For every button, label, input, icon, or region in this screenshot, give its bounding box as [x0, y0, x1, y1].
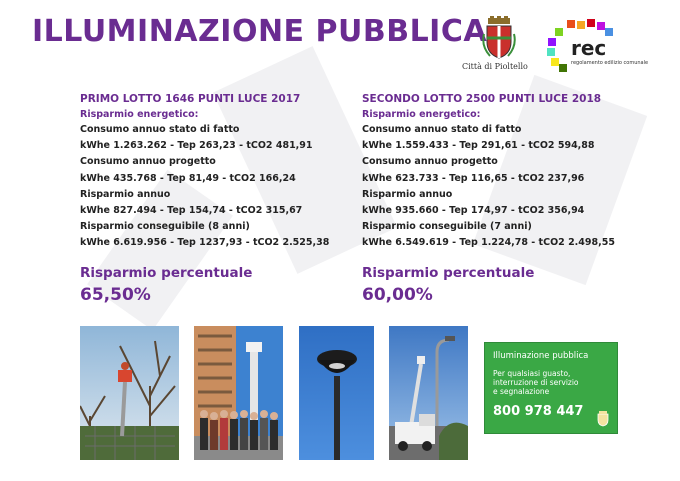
lot-one-column — [80, 92, 350, 252]
contact-box-text-line: interruzione di servizio — [493, 378, 579, 387]
lot-two-column — [362, 92, 632, 252]
savings-heading: Risparmio energetico: — [80, 109, 199, 120]
lot-line: kWhe 6.549.619 - Tep 1.224,78 - tCO2 2.498,55 — [362, 237, 615, 249]
contact-box-text-line: Per qualsiasi guasto, — [493, 369, 571, 378]
lot-line: Risparmio conseguibile (8 anni) — [80, 221, 250, 233]
city-crest-small-icon — [597, 411, 609, 427]
lot-line: Risparmio annuo — [80, 188, 171, 200]
lot-line: kWhe 623.733 - Tep 116,65 - tCO2 237,96 — [362, 172, 585, 184]
photo-group-people — [194, 326, 283, 460]
lot-line: Risparmio conseguibile (7 anni) — [362, 221, 532, 233]
lot-line: kWhe 435.768 - Tep 81,49 - tCO2 166,24 — [80, 172, 296, 184]
contact-box-title: Illuminazione pubblica — [493, 351, 589, 361]
city-crest-icon — [482, 16, 516, 60]
savings-percent-value: 65,50% — [80, 285, 151, 305]
rec-subtitle: regolamento edilizio comunale — [571, 60, 649, 66]
lot-line: Consumo annuo progetto — [80, 156, 216, 168]
lot-line: kWhe 827.494 - Tep 154,74 - tCO2 315,67 — [80, 205, 303, 217]
savings-percent-label: Risparmio percentuale — [80, 265, 253, 281]
savings-heading: Risparmio energetico: — [362, 109, 481, 120]
contact-box — [484, 342, 618, 434]
savings-percent-label: Risparmio percentuale — [362, 265, 535, 281]
savings-percent-value: 60,00% — [362, 285, 433, 305]
lot-title: PRIMO LOTTO 1646 PUNTI LUCE 2017 — [80, 93, 301, 105]
page-title: ILLUMINAZIONE PUBBLICA — [32, 14, 488, 49]
lot-line: Consumo annuo stato di fatto — [80, 124, 240, 135]
lot-line: kWhe 6.619.956 - Tep 1237,93 - tCO2 2.525,38 — [80, 237, 330, 249]
lot-line: kWhe 935.660 - Tep 174,97 - tCO2 356,94 — [362, 205, 585, 217]
lot-line: Risparmio annuo — [362, 188, 453, 200]
city-name: Città di Pioltello — [462, 62, 528, 71]
lot-title: SECONDO LOTTO 2500 PUNTI LUCE 2018 — [362, 93, 602, 105]
photo-tree-work — [80, 326, 179, 460]
lot-line: Consumo annuo progetto — [362, 156, 498, 168]
contact-phone-number[interactable]: 800 978 447 — [493, 404, 584, 419]
photo-street-lamp — [299, 326, 374, 460]
lot-line: kWhe 1.559.433 - Tep 291,61 - tCO2 594,88 — [362, 140, 595, 152]
contact-box-text-line: e segnalazione — [493, 387, 550, 396]
photo-lamp-installation — [389, 326, 468, 460]
lot-line: Consumo annuo stato di fatto — [362, 124, 522, 135]
rec-word: rec — [571, 36, 607, 60]
lot-line: kWhe 1.263.262 - Tep 263,23 - tCO2 481,91 — [80, 140, 313, 152]
